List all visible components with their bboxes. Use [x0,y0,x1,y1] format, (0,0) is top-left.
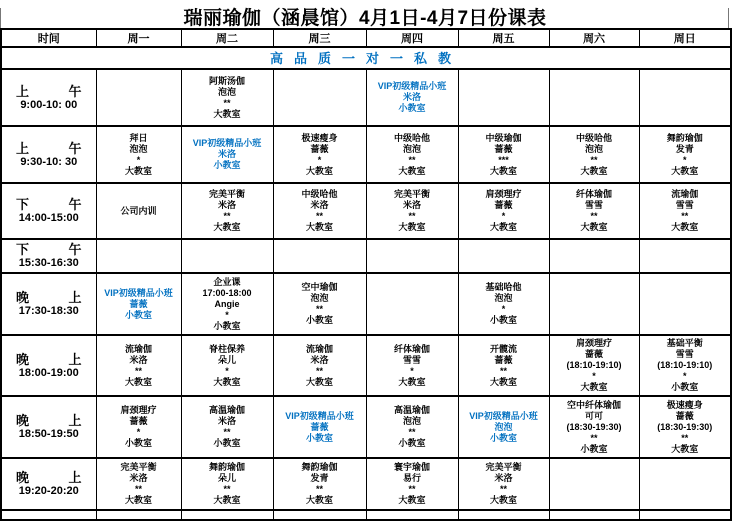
class-cell-line: 完美平衡 [120,462,157,472]
class-cell-line: 雪雪 [675,200,694,210]
class-cell-line: * [501,211,506,221]
class-cell-line: 蔷薇 [494,200,513,210]
class-cell-line: ** [408,427,416,437]
class-cell-line: 大教室 [398,376,426,387]
class-cell-line: (18:30-19:30) [657,421,713,432]
class-cell [96,396,181,458]
class-cell-line: ** [315,304,323,314]
class-cell-line: (18:10-19:10) [566,360,622,370]
class-cell [458,126,549,183]
class-cell-line: 极速瘦身 [666,399,703,410]
class-cell-line: 雪雪 [584,200,603,210]
schedule-row [1,126,731,183]
class-cell-line: 空中纤体瑜伽 [566,399,621,410]
class-cell-line: 小教室 [124,438,152,448]
class-cell-line: 小教室 [213,320,241,331]
class-cell-line: 米洛 [310,354,329,365]
class-cell-line: 泡泡 [129,143,148,154]
class-cell-line: 大教室 [213,495,241,505]
time-range-label: 15:30-16:30 [18,257,79,269]
time-cell [1,239,96,273]
schedule-body [1,47,731,520]
private-class-banner: 高品质一对一私教 [269,51,462,66]
class-cell-line: ** [681,432,689,443]
class-cell [366,183,458,239]
schedule-row [1,69,731,126]
class-cell-line: VIP初级精品小班 [377,81,447,91]
time-period-label: 下 午 [16,242,82,257]
empty-cell [549,273,639,335]
class-cell [639,183,731,239]
class-cell-line: 大教室 [671,443,699,454]
class-cell-line: 中级哈他 [575,132,612,143]
class-cell-line: 企业课 [213,276,241,287]
class-cell-line: ** [315,365,323,376]
empty-cell [181,239,273,273]
empty-cell [96,510,181,520]
empty-cell [181,510,273,520]
class-cell-line: 流瑜伽 [124,343,152,354]
class-cell [549,335,639,396]
empty-cell [639,510,731,520]
empty-cell [273,510,366,520]
schedule-row [1,273,731,335]
time-period-label: 上 午 [16,140,82,156]
vip-class-cell [96,273,181,335]
weekday-column-header: 周日 [639,29,731,47]
class-cell [549,396,639,458]
class-cell-line: * [501,304,506,314]
class-cell-line: (18:10-19:10) [657,360,713,370]
class-cell-line: 大教室 [671,222,699,232]
vip-class-cell [366,69,458,126]
class-cell-line: VIP初级精品小班 [104,287,173,298]
empty-cell [273,239,366,273]
class-cell [96,458,181,510]
class-cell-line: 小教室 [489,432,517,443]
class-cell-line: 泡泡 [584,143,603,154]
empty-cell [96,239,181,273]
class-cell-line: * [682,154,687,165]
class-cell [96,183,181,239]
empty-cell [639,273,731,335]
class-cell-line: 小教室 [671,382,699,392]
class-cell-line: ** [315,484,323,494]
class-cell-line: 中级哈他 [393,132,430,143]
class-cell-line: * [136,154,141,165]
weekday-column-header: 周三 [273,29,366,47]
class-cell-line: * [136,427,141,437]
class-cell-line: VIP初级精品小班 [469,410,538,421]
time-period-label: 下 午 [16,197,82,212]
class-cell-line: 大教室 [305,222,333,232]
class-cell-line: 大教室 [489,165,517,176]
class-cell [181,396,273,458]
time-cell [1,183,96,239]
class-cell [96,335,181,396]
class-cell-line: 基础哈他 [485,282,522,292]
class-cell-line: 蔷薇 [675,410,694,421]
class-cell-line: ** [499,484,507,494]
empty-cell [549,458,639,510]
class-cell-line: 泡泡 [402,416,421,426]
class-cell-line: *** [498,154,509,165]
class-cell-line: 蔷薇 [494,143,513,154]
class-cell-line: 肩颈理疗 [120,405,157,415]
time-period-label: 上 午 [16,83,82,99]
time-period-label: 晚 上 [16,290,82,305]
class-cell-line: 蔷薇 [310,143,329,154]
class-cell-line: 空中瑜伽 [301,282,338,292]
class-cell-line: 流瑜伽 [671,189,699,199]
class-cell-line: 米洛 [217,149,236,159]
class-cell-line: ** [590,211,598,221]
class-cell-line: 蔷薇 [129,416,148,426]
class-cell-line: 米洛 [402,200,421,210]
class-cell-line: 泡泡 [217,86,236,97]
class-cell-line: 寰宇瑜伽 [393,462,430,472]
class-cell-line: 泡泡 [310,293,329,303]
class-cell-line: 舞韵瑜伽 [208,462,245,472]
class-cell [458,183,549,239]
class-cell-line: ** [408,484,416,494]
class-cell-line: 发青 [675,143,694,154]
schedule-row [1,396,731,458]
class-cell-line: 小教室 [124,309,152,320]
class-cell [549,126,639,183]
class-cell [181,183,273,239]
class-cell-line: 小教室 [398,103,426,113]
class-cell-line: 高温瑜伽 [208,405,245,415]
class-cell-line: ** [223,211,231,221]
time-range-label: 9:30-10: 30 [20,155,78,168]
weekday-column-header: 周二 [181,29,273,47]
class-cell-line: VIP初级精品小班 [192,138,262,148]
class-cell-line: * [317,154,322,165]
class-cell-line: 小教室 [305,432,333,443]
empty-cell [639,458,731,510]
time-range-label: 18:50-19:50 [18,428,79,440]
class-cell-line: 小教室 [398,438,426,448]
class-cell [639,126,731,183]
class-cell [273,335,366,396]
class-cell-line: * [225,309,229,320]
banner-row [1,47,731,69]
class-cell [181,273,273,335]
class-cell-line: 开髋流 [489,343,517,354]
empty-cell [549,239,639,273]
empty-cell [366,510,458,520]
class-cell-line: * [682,371,687,381]
class-cell-line: 小教室 [580,443,608,454]
class-cell [366,335,458,396]
empty-cell [458,239,549,273]
class-cell-line: 肩颈理疗 [575,338,612,348]
class-cell [458,273,549,335]
class-cell-line: 完美平衡 [393,189,430,199]
time-column-header: 时间 [1,29,96,47]
class-cell [366,126,458,183]
class-cell-line: 雪雪 [675,349,694,359]
empty-cell [639,69,731,126]
class-cell-line: 米洛 [310,200,329,210]
class-cell-line: 中级瑜伽 [485,132,522,143]
class-cell-line: 小教室 [489,315,517,325]
class-cell-line: ** [408,154,416,165]
class-cell-line: ** [499,365,507,376]
empty-cell [366,273,458,335]
class-cell-line: 米洛 [217,416,236,426]
class-cell-line: 大教室 [398,165,426,176]
class-cell-line: 大教室 [213,376,241,387]
class-cell-line: 完美平衡 [485,462,522,472]
class-cell-line: 完美平衡 [208,189,245,199]
time-range-label: 9:00-10: 00 [20,98,78,111]
class-cell-line: 纤体瑜伽 [393,343,430,354]
banner-cell [1,47,731,69]
weekday-column-header: 周四 [366,29,458,47]
class-cell [273,183,366,239]
vip-class-cell [181,126,273,183]
class-cell [366,396,458,458]
vip-class-cell [273,396,366,458]
class-cell [273,273,366,335]
time-cell [1,69,96,126]
class-cell-line: 大教室 [580,382,608,392]
class-cell-line: ** [223,484,231,494]
time-cell [1,126,96,183]
empty-cell [273,69,366,126]
class-cell-line: ** [134,484,142,494]
schedule-row [1,239,731,273]
empty-cell [639,239,731,273]
class-cell-line: 蔷薇 [129,298,148,309]
class-cell-line: 小教室 [213,438,241,448]
class-cell-line: 大教室 [305,165,333,176]
class-cell-line: 大教室 [398,495,426,505]
class-cell-line: 小教室 [213,160,241,170]
class-cell-line: 蔷薇 [494,354,513,365]
class-cell [549,183,639,239]
class-cell-line: 蔷薇 [310,421,329,432]
time-period-label: 晚 上 [16,413,82,428]
time-range-label: 18:00-19:00 [18,366,79,379]
class-cell-line: 可可 [584,410,603,421]
class-cell-line: 高温瑜伽 [393,405,430,415]
page-title: 瑞丽瑜伽（涵晨馆）4月1日-4月7日份课表 [183,8,547,29]
class-cell [181,458,273,510]
class-cell-line: 舞韵瑜伽 [666,132,703,143]
class-cell-line: 米洛 [129,354,148,365]
class-cell [639,335,731,396]
class-cell-line: ** [681,211,689,221]
class-cell [366,458,458,510]
time-period-label: 晚 上 [16,351,82,367]
weekday-column-header: 周六 [549,29,639,47]
class-cell-line: 大教室 [671,165,699,176]
class-cell-line: 大教室 [580,222,608,232]
class-cell-line: ** [223,427,231,437]
class-cell-line: 朵儿 [217,473,236,483]
class-cell-line: VIP初级精品小班 [285,410,354,421]
schedule-row [1,183,731,239]
class-cell [273,126,366,183]
class-cell-line: ** [590,154,598,165]
time-range-label: 19:20-20:20 [18,485,79,497]
schedule-row [1,335,731,396]
time-cell [1,273,96,335]
class-cell-line: 大教室 [580,165,608,176]
class-cell-line: 蔷薇 [584,349,603,359]
class-cell-line: 泡泡 [494,293,513,303]
class-cell [96,126,181,183]
class-cell-line: 大教室 [213,222,241,232]
class-cell [181,335,273,396]
class-cell-line: ** [315,211,323,221]
class-cell-line: Angie [214,298,240,309]
class-cell-line: 小教室 [305,315,333,325]
class-cell-line: 米洛 [402,92,421,102]
class-cell-line: 基础平衡 [666,338,703,348]
class-cell-line: * [410,365,414,376]
class-cell [273,458,366,510]
empty-cell [549,510,639,520]
class-cell-line: ** [590,432,598,443]
class-cell-line: 泡泡 [402,143,421,154]
time-cell [1,396,96,458]
time-cell [1,335,96,396]
class-cell-line: 大教室 [489,495,517,505]
class-cell-line: 大教室 [305,376,333,387]
class-cell-line: 中级哈他 [301,189,338,199]
class-cell-line: 17:00-18:00 [202,287,252,298]
class-cell-line: 流瑜伽 [305,343,333,354]
class-cell-line: 舞韵瑜伽 [301,462,338,472]
class-cell [181,69,273,126]
empty-cell [458,510,549,520]
time-cell [1,458,96,510]
class-cell [639,396,731,458]
class-cell-line: 阿斯汤伽 [208,75,245,86]
empty-cell [366,239,458,273]
class-cell-line: * [225,365,229,376]
class-cell-line: ** [408,211,416,221]
class-cell-line: 大教室 [305,495,333,505]
class-cell-line: 雪雪 [402,354,421,365]
weekday-column-header: 周一 [96,29,181,47]
class-cell-line: 大教室 [124,165,152,176]
time-range-label: 14:00-15:00 [18,212,79,224]
class-cell [458,335,549,396]
class-cell-line: 大教室 [124,376,152,387]
empty-cell [96,69,181,126]
class-cell-line: 发青 [310,473,329,483]
class-cell-line: 易行 [402,473,421,483]
empty-cell [549,69,639,126]
class-cell-line: ** [223,97,231,108]
class-cell-line: 肩颈理疗 [485,189,522,199]
class-cell-line: 米洛 [129,473,148,483]
empty-cell [1,510,96,520]
class-cell-line: 大教室 [489,376,517,387]
class-cell-line: 拜日 [129,132,148,143]
class-cell-line: 大教室 [489,222,517,232]
class-cell-line: 极速瘦身 [301,132,338,143]
class-cell-line: 公司内训 [120,205,157,216]
class-cell-line: 朵儿 [217,354,236,365]
weekday-header-row [1,29,731,47]
class-cell-line: 大教室 [124,495,152,505]
class-cell [458,458,549,510]
empty-cell [458,69,549,126]
vip-class-cell [458,396,549,458]
class-cell-line: ** [134,365,142,376]
class-cell-line: 纤体瑜伽 [575,189,612,199]
class-cell-line: 泡泡 [494,421,513,432]
time-range-label: 17:30-18:30 [18,305,79,317]
class-cell-line: 米洛 [217,200,236,210]
class-cell-line: * [592,371,596,381]
class-cell-line: (18:30-19:30) [566,421,622,432]
schedule-table [0,28,732,521]
class-cell-line: 米洛 [494,473,513,483]
class-cell-line: 脊柱保养 [208,343,245,354]
class-cell-line: 大教室 [398,222,426,232]
time-period-label: 晚 上 [16,470,82,485]
class-cell-line: 大教室 [213,108,241,119]
partial-bottom-row [1,510,731,520]
weekday-column-header: 周五 [458,29,549,47]
schedule-row [1,458,731,510]
